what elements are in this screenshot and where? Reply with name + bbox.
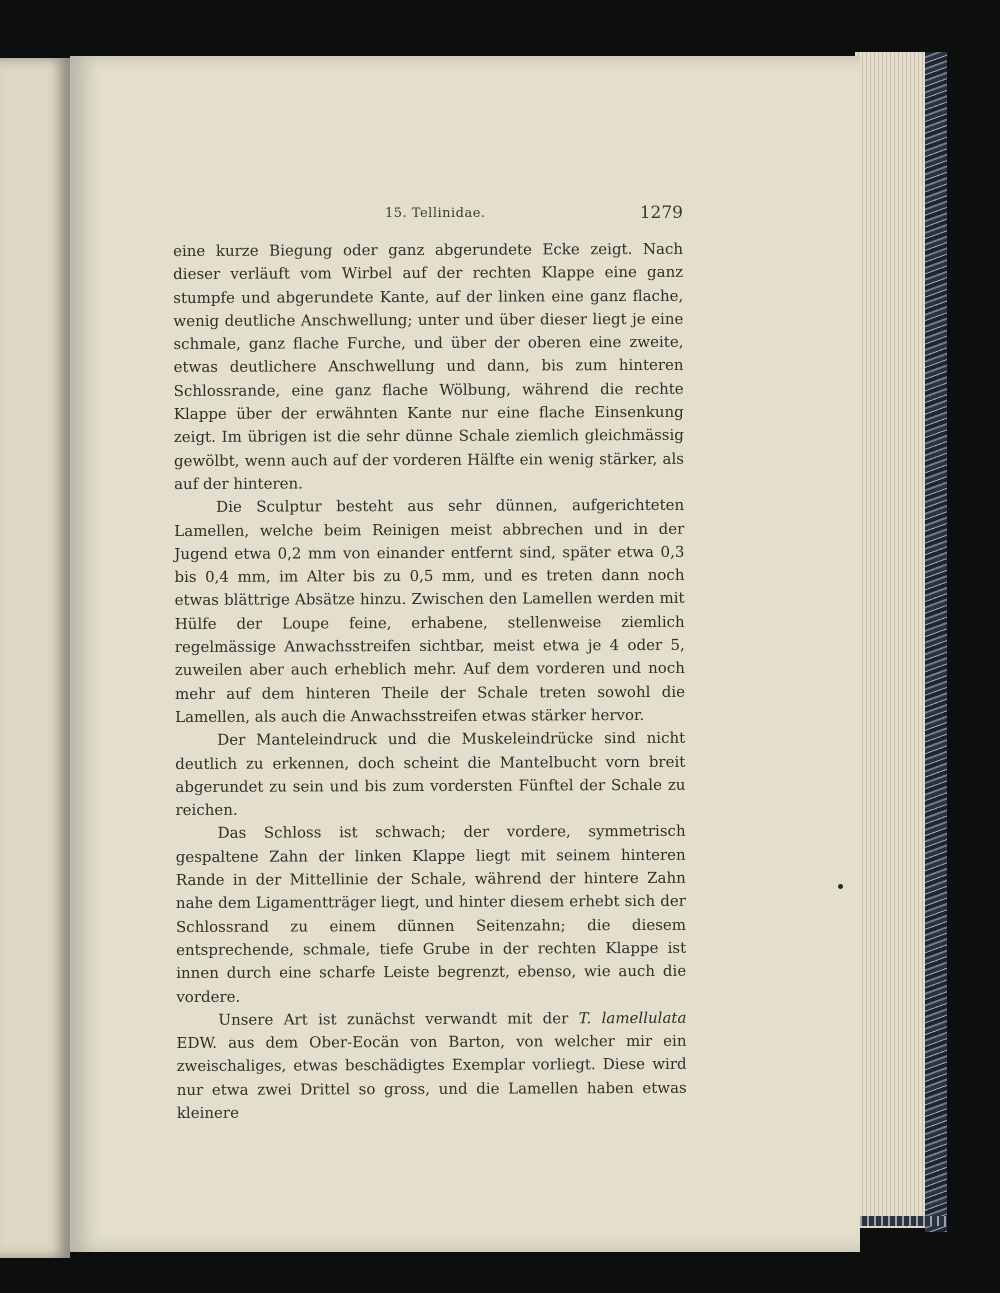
- paragraph-text-before: Unsere Art ist zunächst verwandt mit der: [218, 1009, 569, 1029]
- cover-bottom-strip: [855, 1216, 947, 1226]
- paragraph-continued: eine kurze Biegung oder ganz abgerundete Ecke zeigt. Nach dieser verläuft vom Wirbel auf der rechten Klappe eine ganz stumpfe und abgerundete Kante, auf der linken eine ganz flache, wenig deutliche Anschwellung; unter und über dieser liegt je eine schmale, ganz flache Furche, und über der oberen eine zweite, etwas deutlichere Anschwellung und dann, bis zum hinteren Schlossrande, eine ganz flache Wölbung, während die rechte Klappe über der erwähnten Kante nur eine flache Einsenkung zeigt. Im übrigen ist die sehr dünne Schale ziemlich gleichmässig gewölbt, wenn auch auf der vorderen Hälfte ein wenig stärker, als auf der hinteren.: [173, 239, 684, 493]
- left-page-edge: [0, 58, 70, 1258]
- paragraph-manteleindruck: Der Manteleindruck und die Muskeleindrücke sind nicht deutlich zu erkennen, doch scheint die Mantelbucht vorn breit abgerundet zu sein und bis zum vordersten Fünftel der Schale zu reichen.: [175, 729, 686, 820]
- paper-speck: [838, 884, 843, 889]
- marbled-cover-edge: [925, 52, 947, 1232]
- page-number: 1279: [639, 203, 683, 223]
- body-text: [173, 238, 687, 1125]
- page-header: [385, 203, 685, 225]
- paragraph-verwandt: [176, 1007, 687, 1126]
- paragraph-sculptur: Die Sculptur besteht aus sehr dünnen, aufgerichteten Lamellen, welche beim Reinigen meist abbrechen und in der Jugend etwa 0,2 mm von einander entfernt sind, später etwa 0,3 bis 0,4 mm, im Alter bis zu 0,5 mm, und es treten dann noch etwas blättrige Absätze hinzu. Zwischen den Lamellen werden mit Hülfe der Loupe feine, erhabene, stellenweise ziemlich regelmässige Anwachsstreifen sichtbar, meist etwa je 4 oder 5, zuweilen aber auch erheblich mehr. Auf dem vorderen und noch mehr auf dem hinteren Theile der Schale treten sowohl die Lamellen, als auch die Anwachsstreifen etwas stärker hervor.: [174, 496, 686, 726]
- running-head: 15. Tellinidae.: [385, 206, 486, 221]
- species-name: T. lamellulata: [578, 1008, 687, 1028]
- paragraph-schloss: Das Schloss ist schwach; der vordere, symmetrisch gespaltene Zahn der linken Klappe liegt mit seinem hinteren Rande in der Mittellinie der Schale, während der hintere Zahn nahe dem Ligamentträger liegt, und hinter diesem erhebt sich der Schlossrand zu einem dünnen Seitenzahn; die diesem entsprechende, schmale, tiefe Grube in der rechten Klappe ist innen durch eine scharfe Leiste begrenzt, ebenso, wie auch die vordere.: [175, 822, 687, 1006]
- paragraph-text-after: EDW. aus dem Ober-Eocän von Barton, von welcher mir ein zweischaliges, etwas beschädigtes Exemplar vorliegt. Diese wird nur etwa zwei Drittel so gross, und die Lamellen haben etwas kleinere: [176, 1031, 687, 1122]
